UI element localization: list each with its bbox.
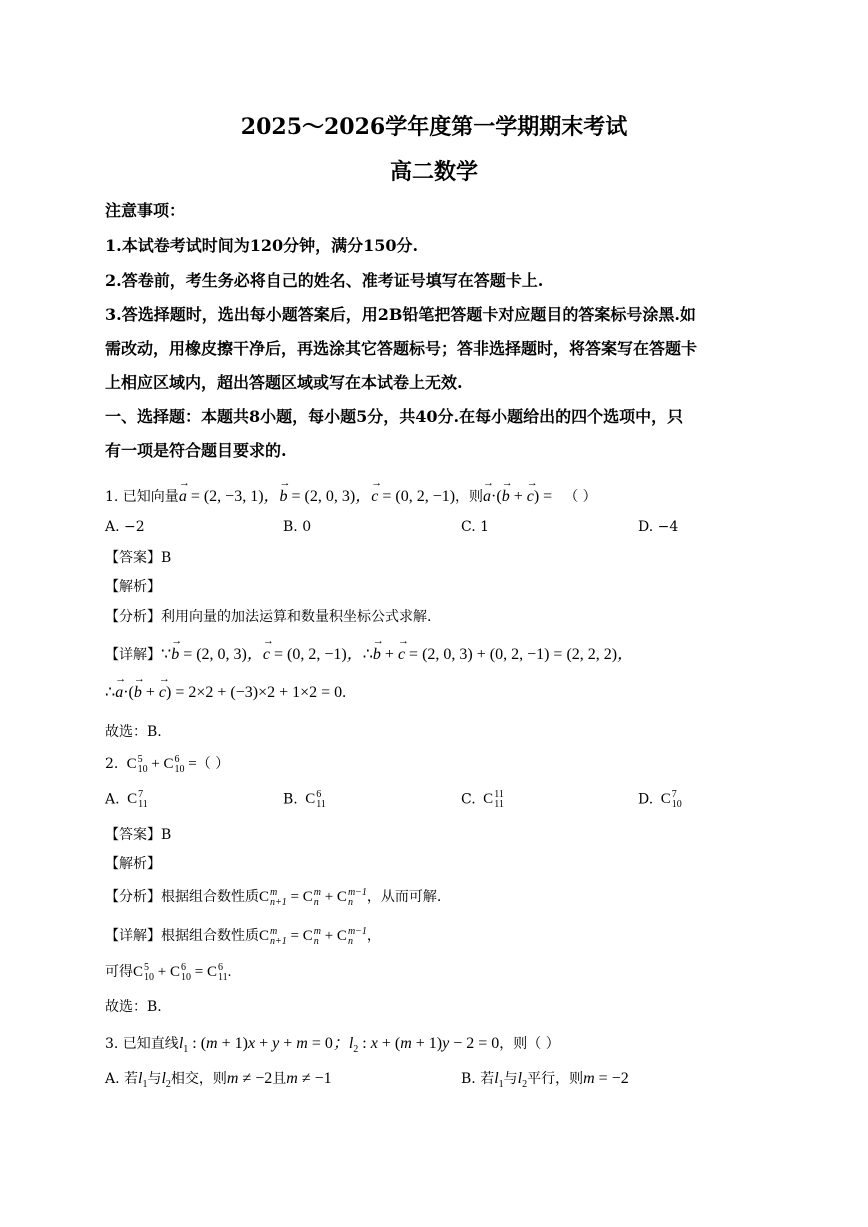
q1-option-a: A. −2 (105, 519, 145, 535)
section-1-line-1: 一、选择题：本题共8小题，每小题5分，共40分.在每小题给出的四个选项中，只 (105, 407, 684, 426)
q2-detail (105, 925, 381, 947)
section-1-line-2: 有一项是符合题目要求的. (105, 441, 287, 460)
notice-heading: 注意事项： (105, 201, 186, 220)
notice-item-3-line-1: 3.答选择题时，选出每小题答案后，用2B铅笔把答题卡对应题目的答案标号涂黑.如 (105, 305, 696, 324)
q1-option-d: D. −4 (638, 519, 679, 535)
q2-option-d: D. C 7 10 (638, 789, 682, 810)
q2-option-c: C. C 11 11 (461, 789, 504, 810)
q3-stem (105, 1030, 560, 1055)
q2-fenxi-suffix: ，从而可解. (366, 889, 442, 905)
q2-detail-formula: C m n+1 = C m n + C m−1 n (259, 925, 367, 947)
q2-option-d-label: D. (638, 791, 654, 808)
q3-formula: $l_1$ : (m + 1)x + y + m = 0；$l_2$ : x + (m + 1)y − 2 = 0 (178, 1035, 500, 1056)
q1-option-b: B. 0 (283, 519, 312, 535)
q2-option-b: B. C 6 11 (283, 789, 326, 810)
q2-result-formula: C 5 10 + C 6 10 = C 6 11 . (133, 961, 232, 983)
q3-option-a-prefix: A. 若 (105, 1071, 139, 1087)
q1-option-c: C. 1 (461, 519, 490, 535)
q2-stem-number: 2. (105, 756, 119, 772)
q3-option-a-and: 且 (272, 1071, 287, 1087)
q2-formula: C 5 10 + C 6 10 = (122, 753, 197, 775)
q1-blank: （ ） (564, 489, 597, 505)
q1-stem-then: ，则 (455, 489, 484, 505)
q2-conclusion: 故选：B. (105, 999, 162, 1015)
q3-option-b-suffix: 平行，则 (527, 1071, 584, 1087)
q2-fenxi-prefix: 【分析】根据组合数性质 (105, 889, 259, 905)
notice-item-3-line-3: 上相应区域内，超出答题区域或写在本试卷上无效. (105, 373, 463, 392)
q1-detail (105, 641, 633, 664)
q3-option-a-mid: 与 (147, 1071, 162, 1087)
q2-option-a: A. C 7 11 (105, 789, 148, 810)
q1-detail-formula: ∵→ b = (2, 0, 3)，→ c = (0, 2, −1)，∴→ b + → c = (2, 0, 3) + (0, 2, −1) = (2, 2, 2)， (161, 646, 633, 663)
q2-option-b-label: B. (283, 791, 298, 808)
q2-fenxi-formula: C m n+1 = C m n + C m−1 n (259, 886, 367, 908)
q2-answer: 【答案】B (105, 827, 172, 843)
q3-stem-prefix: 3. 已知直线 (105, 1036, 179, 1052)
q3-option-a-suffix: 相交，则 (170, 1071, 227, 1087)
q3-stem-then: ，则（ ） (499, 1036, 560, 1052)
q1-answer: 【答案】B (105, 550, 172, 566)
q1-formula: → a = (2, −3, 1)，→ b = (2, 0, 3)，→ c = (0, 2, −1) (179, 488, 455, 505)
q2-detail-suffix: ， (366, 928, 381, 944)
q2-option-a-label: A. (105, 791, 120, 808)
q2-stem (105, 753, 229, 775)
q3-option-b-mid: 与 (503, 1071, 518, 1087)
q2-option-c-label: C. (461, 791, 476, 808)
q1-stem (105, 483, 597, 506)
q2-blank: （ ） (196, 756, 230, 772)
q2-can-get (105, 961, 231, 983)
notice-item-1: 1.本试卷考试时间为120分钟，满分150分. (105, 236, 419, 255)
notice-item-2: 2.答卷前，考生务必将自己的姓名、准考证号填写在答题卡上. (105, 271, 544, 290)
q3-option-b: B. 若$l_1$与$l_2$平行，则m = −2 (461, 1070, 629, 1091)
q1-stem-text: 1. 已知向量 (105, 489, 179, 505)
q1-conclusion: 故选：B. (105, 724, 162, 740)
q1-analysis-label: 【解析】 (105, 579, 161, 595)
q2-detail-prefix: 【详解】根据组合数性质 (105, 928, 259, 944)
subject-title: 高二数学 (389, 159, 478, 185)
q3-option-a: A. 若$l_1$与$l_2$相交，则m ≠ −2且m ≠ −1 (105, 1070, 332, 1091)
q2-analysis-label: 【解析】 (105, 856, 161, 872)
q1-detail-line-2: ∴→ a·(→ b + → c) = 2×2 + (−3)×2 + 1×2 = 0. (105, 682, 346, 702)
q1-fenxi: 【分析】利用向量的加法运算和数量积坐标公式求解. (105, 609, 432, 625)
exam-title: 2025～2026学年度第一学期期末考试 (240, 114, 628, 140)
q3-option-b-prefix: B. 若 (461, 1071, 495, 1087)
q2-can-get-label: 可得 (105, 964, 133, 980)
q1-detail-label: 【详解】 (105, 647, 161, 663)
notice-item-3-line-2: 需改动，用橡皮擦干净后，再选涂其它答题标号；答非选择题时，将答案写在答题卡 (105, 339, 698, 358)
q2-fenxi (105, 886, 441, 908)
q1-target-expr: → a·(→ b + → c) = (483, 488, 552, 505)
